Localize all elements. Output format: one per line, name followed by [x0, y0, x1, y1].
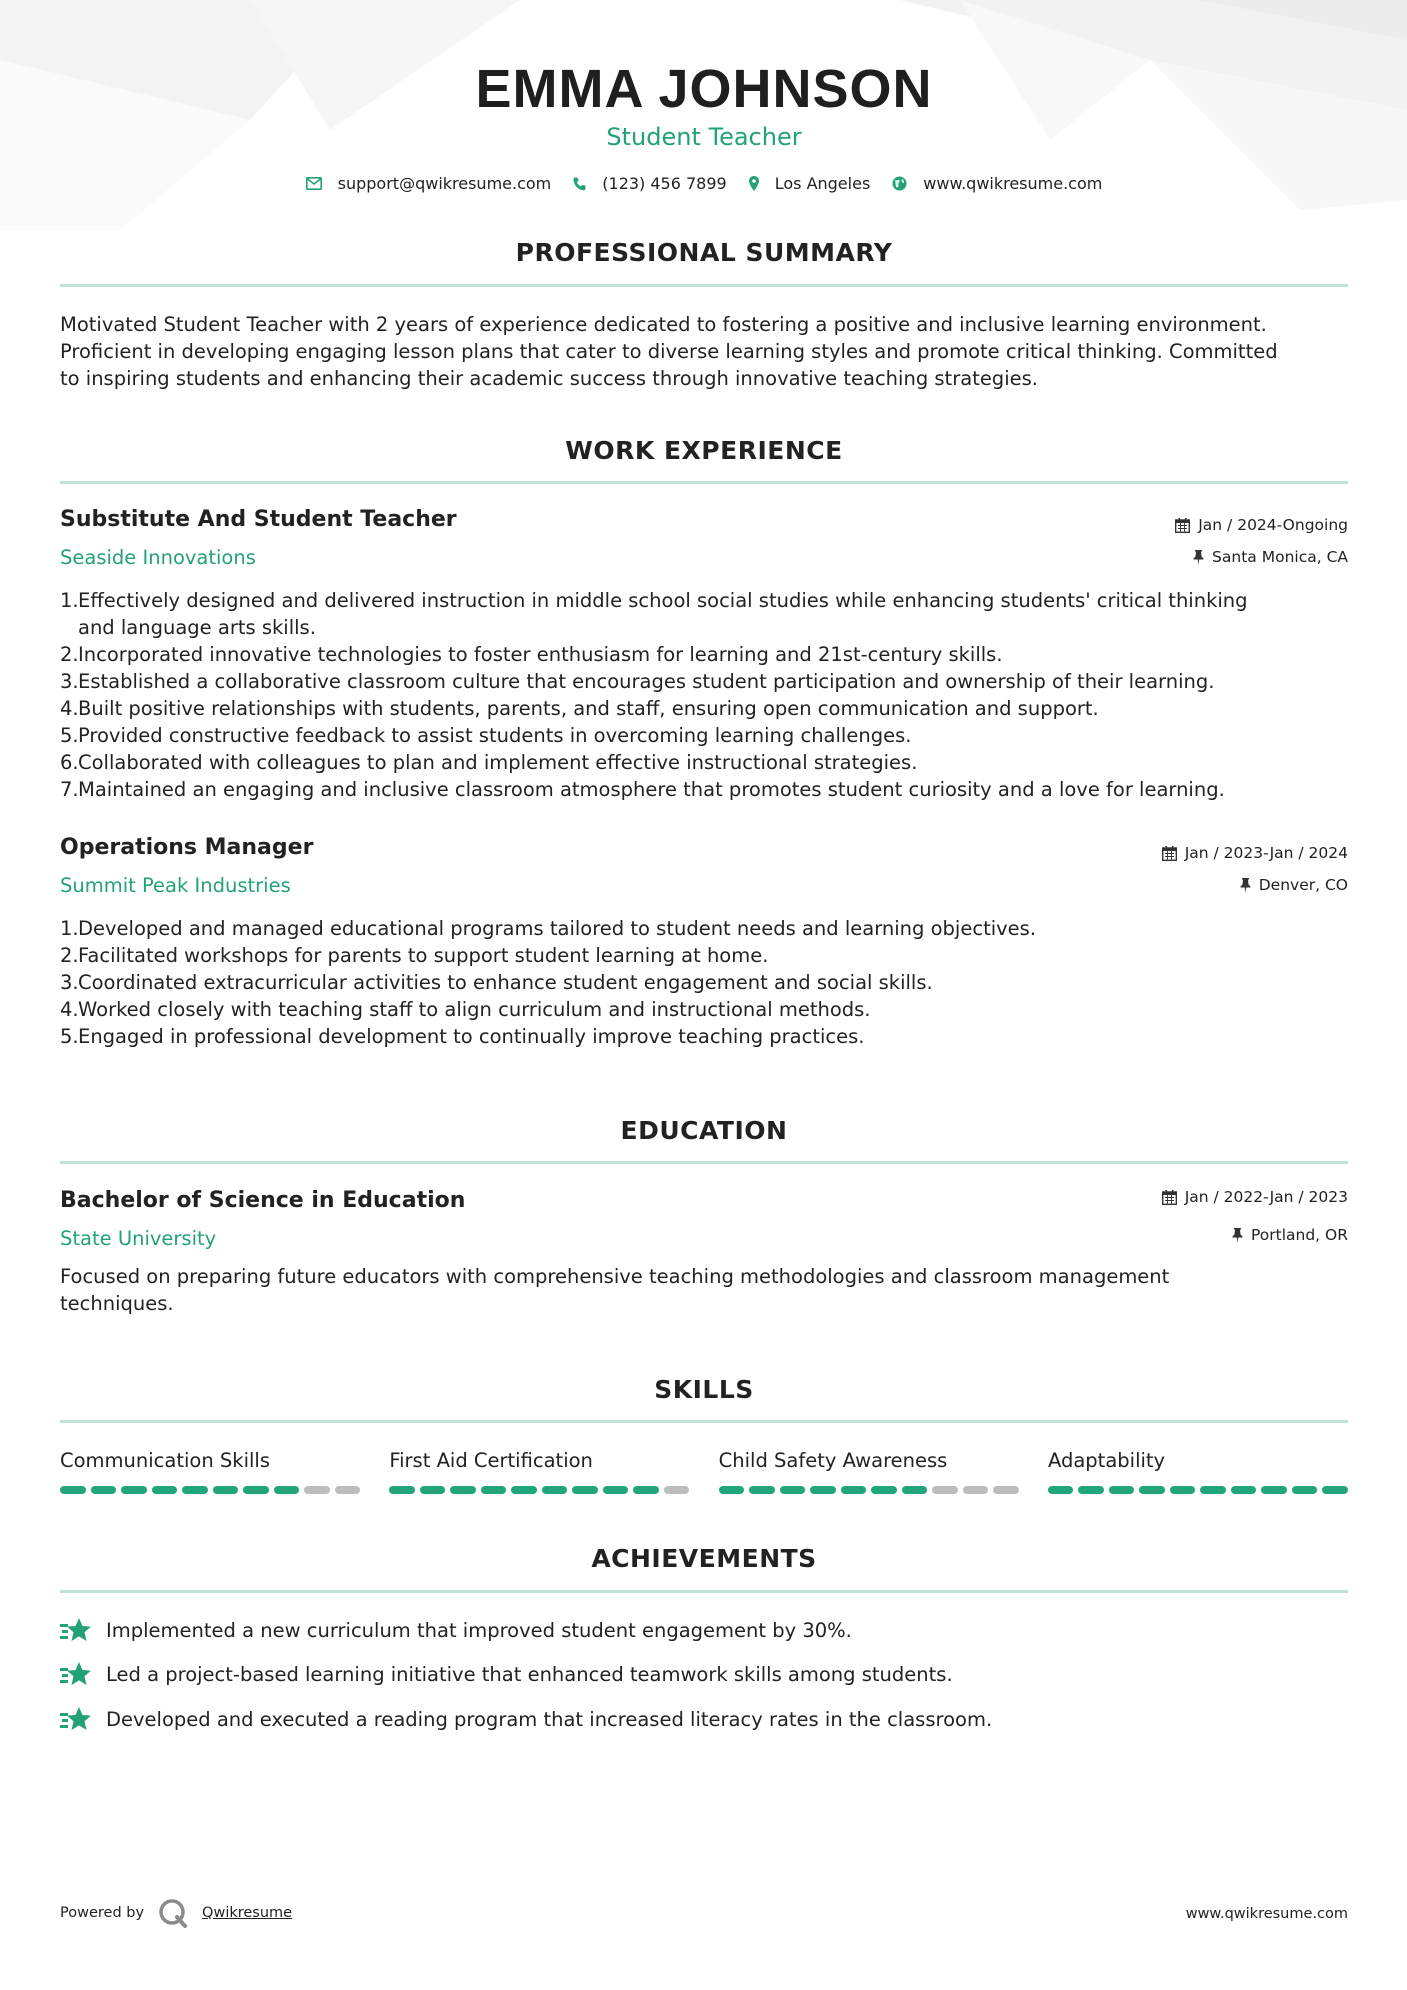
- pushpin-icon: [1232, 1228, 1243, 1243]
- powered-by-label: Powered by: [60, 1905, 145, 1921]
- skill-segment-filled: [60, 1486, 86, 1494]
- skill-segment-filled: [420, 1486, 446, 1494]
- calendar-icon: [1162, 1190, 1177, 1205]
- job-location: [1193, 548, 1348, 566]
- job-company: Summit Peak Industries: [60, 874, 291, 897]
- skill-segment-filled: [871, 1486, 897, 1494]
- skill-segment-empty: [664, 1486, 690, 1494]
- skill-segment-filled: [1261, 1486, 1287, 1494]
- summary-text: [60, 311, 1348, 392]
- education-dates: [1162, 1188, 1348, 1206]
- skill-segment-filled: [1292, 1486, 1318, 1494]
- calendar-icon: [1162, 846, 1177, 861]
- achievement-item: [60, 1661, 953, 1687]
- footer-powered-by: [60, 1898, 292, 1928]
- achievement-item: [60, 1617, 852, 1643]
- skill-segment-filled: [450, 1486, 476, 1494]
- website-text: www.qwikresume.com: [923, 174, 1103, 193]
- location-text: Los Angeles: [774, 174, 871, 193]
- achievement-text: Developed and executed a reading program that increased literacy rates in the classroom.: [106, 1707, 993, 1731]
- email-text: support@qwikresume.com: [337, 174, 552, 193]
- resume-header: [60, 56, 1348, 193]
- skill-segment-filled: [1109, 1486, 1135, 1494]
- skill-item: [60, 1448, 360, 1494]
- skill-segment-filled: [182, 1486, 208, 1494]
- skill-level-bar: [1048, 1486, 1348, 1494]
- skill-segment-empty: [335, 1486, 361, 1494]
- globe-icon: [892, 176, 907, 191]
- phone-icon: [573, 177, 586, 191]
- skill-segment-filled: [633, 1486, 659, 1494]
- list-item: 1. Developed and managed educational programs tailored to student needs and learning objectives.: [60, 917, 1037, 940]
- summary-divider: [60, 284, 1348, 287]
- contact-row: [60, 174, 1348, 193]
- summary-line: Motivated Student Teacher with 2 years of experience dedicated to fostering a positive and inclusive learning environment.: [60, 313, 1267, 336]
- experience-divider: [60, 481, 1348, 484]
- job-title: Substitute And Student Teacher: [60, 507, 457, 532]
- candidate-name: EMMA JOHNSON: [475, 59, 933, 119]
- star-icon: [60, 1706, 92, 1732]
- skill-segment-filled: [841, 1486, 867, 1494]
- skill-level-bar: [719, 1486, 1019, 1494]
- list-item: 4. Built positive relationships with students, parents, and staff, ensuring open communication and support.: [60, 697, 1099, 720]
- achievements-heading: ACHIEVEMENTS: [591, 1544, 817, 1573]
- list-item: 1. Effectively designed and delivered instruction in middle school social studies while enhancing students' critical thinking: [60, 589, 1248, 612]
- pushpin-icon: [1193, 550, 1204, 565]
- skills-heading: SKILLS: [654, 1375, 754, 1404]
- skill-segment-filled: [511, 1486, 537, 1494]
- contact-phone[interactable]: [573, 174, 726, 193]
- calendar-icon: [1175, 518, 1190, 533]
- skill-segment-empty: [932, 1486, 958, 1494]
- job-dates: [1175, 516, 1348, 534]
- education-line: techniques.: [60, 1292, 174, 1315]
- summary-line: to inspiring students and enhancing their academic success through innovative teaching strategies.: [60, 367, 1038, 390]
- skill-name: First Aid Certification: [389, 1449, 593, 1472]
- list-item: 7. Maintained an engaging and inclusive classroom atmosphere that promotes student curiosity and a love for learning.: [60, 778, 1225, 801]
- education-location: [1232, 1226, 1348, 1244]
- job-location-text: Denver, CO: [1258, 876, 1348, 894]
- achievement-text: Led a project-based learning initiative that enhanced teamwork skills among students.: [106, 1662, 953, 1686]
- skill-segment-filled: [213, 1486, 239, 1494]
- job-company: Seaside Innovations: [60, 546, 256, 569]
- summary-line: Proficient in developing engaging lesson plans that cater to diverse learning styles and promote critical thinking. Committed: [60, 340, 1278, 363]
- school-name: State University: [60, 1227, 217, 1250]
- education-description: [60, 1263, 1348, 1317]
- footer-website[interactable]: www.qwikresume.com: [1185, 1906, 1348, 1922]
- qwikresume-link[interactable]: Qwikresume: [202, 1905, 293, 1921]
- resume-page: [60, 0, 1348, 1990]
- job-location: [1240, 876, 1348, 894]
- skill-segment-filled: [121, 1486, 147, 1494]
- skill-segment-filled: [542, 1486, 568, 1494]
- contact-website[interactable]: [892, 174, 1102, 193]
- skill-segment-empty: [304, 1486, 330, 1494]
- skill-name: Child Safety Awareness: [718, 1449, 948, 1472]
- education-divider: [60, 1161, 1348, 1164]
- skill-segment-empty: [963, 1486, 989, 1494]
- skill-segment-filled: [481, 1486, 507, 1494]
- qwikresume-logo-icon: [158, 1898, 188, 1928]
- skill-segment-filled: [719, 1486, 745, 1494]
- experience-heading: WORK EXPERIENCE: [565, 436, 843, 465]
- skill-item: [1048, 1448, 1348, 1494]
- candidate-role: Student Teacher: [606, 123, 802, 151]
- job-dates-text: Jan / 2024-Ongoing: [1198, 516, 1348, 534]
- skill-name: Adaptability: [1047, 1449, 1166, 1472]
- skill-segment-filled: [1078, 1486, 1104, 1494]
- skill-segment-filled: [902, 1486, 928, 1494]
- job-bullets: [60, 915, 1348, 1050]
- skill-segment-filled: [780, 1486, 806, 1494]
- skill-segment-filled: [810, 1486, 836, 1494]
- summary-heading: PROFESSIONAL SUMMARY: [515, 238, 893, 267]
- education-dates-text: Jan / 2022-Jan / 2023: [1184, 1188, 1348, 1206]
- skill-item: [389, 1448, 689, 1494]
- education-location-text: Portland, OR: [1250, 1226, 1348, 1244]
- list-item: 3. Coordinated extracurricular activities to enhance student engagement and social skills.: [60, 971, 933, 994]
- skill-segment-filled: [1322, 1486, 1348, 1494]
- skill-segment-filled: [1170, 1486, 1196, 1494]
- skill-segment-filled: [243, 1486, 269, 1494]
- star-icon: [60, 1617, 92, 1643]
- achievement-item: [60, 1706, 992, 1732]
- skill-segment-filled: [91, 1486, 117, 1494]
- skill-level-bar: [389, 1486, 689, 1494]
- skill-segment-filled: [1200, 1486, 1226, 1494]
- degree-title: Bachelor of Science in Education: [60, 1188, 466, 1213]
- star-icon: [60, 1661, 92, 1687]
- education-heading: EDUCATION: [620, 1116, 788, 1145]
- list-item: 5. Engaged in professional development to continually improve teaching practices.: [60, 1025, 865, 1048]
- job-location-text: Santa Monica, CA: [1212, 548, 1348, 566]
- list-item: 5. Provided constructive feedback to assist students in overcoming learning challenges.: [60, 724, 912, 747]
- job-bullets: [60, 587, 1348, 803]
- skills-list: [60, 1448, 1348, 1494]
- skill-segment-filled: [274, 1486, 300, 1494]
- skill-segment-empty: [993, 1486, 1019, 1494]
- list-item: 2. Facilitated workshops for parents to support student learning at home.: [60, 944, 769, 967]
- skill-segment-filled: [572, 1486, 598, 1494]
- phone-text: (123) 456 7899: [602, 174, 727, 193]
- skill-segment-filled: [152, 1486, 178, 1494]
- education-line: Focused on preparing future educators with comprehensive teaching methodologies and classroom management: [60, 1265, 1170, 1288]
- skill-segment-filled: [1048, 1486, 1074, 1494]
- contact-email[interactable]: [306, 174, 552, 193]
- achievements-divider: [60, 1590, 1348, 1593]
- envelope-icon: [306, 177, 322, 190]
- list-item: 3. Established a collaborative classroom culture that encourages student participation and ownership of their learning.: [60, 670, 1215, 693]
- map-pin-icon: [749, 176, 759, 191]
- achievement-text: Implemented a new curriculum that improved student engagement by 30%.: [106, 1618, 852, 1642]
- skill-segment-filled: [1139, 1486, 1165, 1494]
- list-item: 4. Worked closely with teaching staff to align curriculum and instructional methods.: [60, 998, 871, 1021]
- job-dates-text: Jan / 2023-Jan / 2024: [1184, 844, 1348, 862]
- skills-divider: [60, 1420, 1348, 1423]
- skill-segment-filled: [389, 1486, 415, 1494]
- skill-segment-filled: [749, 1486, 775, 1494]
- list-item: 6. Collaborated with colleagues to plan and implement effective instructional strategies.: [60, 751, 918, 774]
- skill-level-bar: [60, 1486, 360, 1494]
- pushpin-icon: [1240, 878, 1251, 893]
- skill-name: Communication Skills: [60, 1449, 270, 1472]
- skill-segment-filled: [1231, 1486, 1257, 1494]
- job-dates: [1162, 844, 1348, 862]
- skill-item: [719, 1448, 1019, 1494]
- skill-segment-filled: [603, 1486, 629, 1494]
- list-item: and language arts skills.: [78, 616, 316, 639]
- list-item: 2. Incorporated innovative technologies to foster enthusiasm for learning and 21st-century skills.: [60, 643, 1003, 666]
- job-title: Operations Manager: [60, 835, 314, 860]
- contact-location: [749, 174, 871, 193]
